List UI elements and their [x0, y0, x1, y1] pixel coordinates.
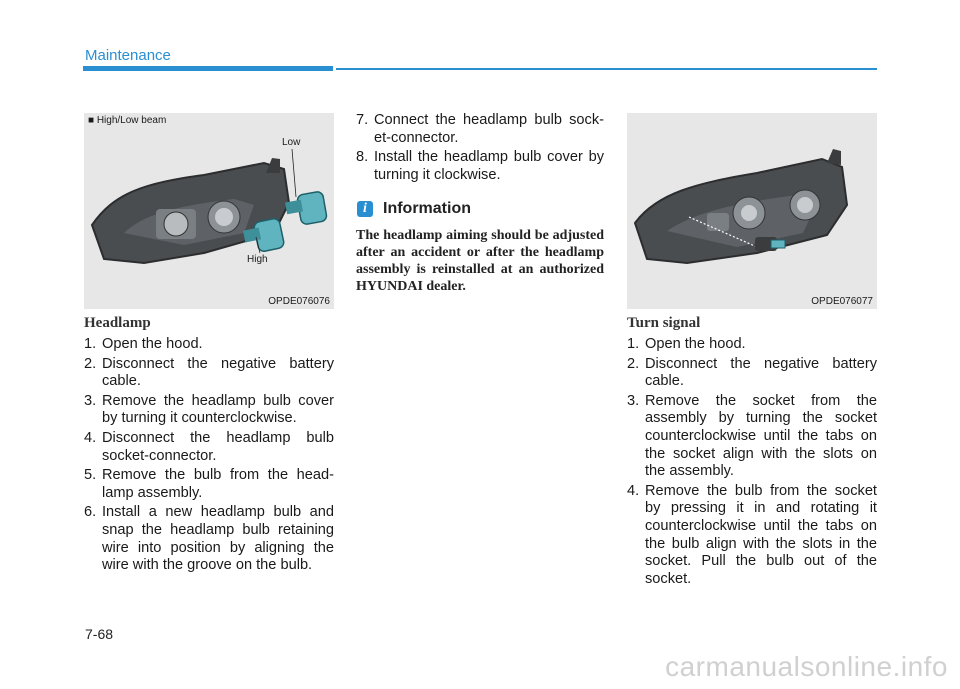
low-beam-bulb [285, 191, 327, 225]
list-item: 8. Install the headlamp bulb cover by turning it clockwise. [356, 149, 604, 183]
list-item: 7. Connect the headlamp bulb sock-et-connector. [356, 112, 604, 146]
information-header [357, 200, 471, 218]
list-item: 6. Install a new headlamp bulb and snap the headlamp bulb retaining wire into position by aligning the wire with the groove on the bulb. [84, 504, 334, 574]
figure-code: OPDE076077 [811, 296, 873, 307]
headlamp-steps-col2 [356, 112, 604, 186]
figure-code: OPDE076076 [268, 296, 330, 307]
list-item: 4. Disconnect the headlamp bulb socket-connector. [84, 429, 334, 464]
header-rule-thick [83, 66, 333, 71]
list-item: 3. Remove the headlamp bulb cover by turning it counterclockwise. [84, 392, 334, 427]
info-icon: i [357, 201, 373, 217]
turn-signal-heading: Turn signal [627, 315, 701, 331]
list-item: 3. Remove the socket from the assembly by turning the socket counterclockwise until the tabs on the socket align with the slots on the assembly. [627, 392, 877, 480]
list-item: 4. Remove the bulb from the socket by pressing it in and rotating it counterclockwise until the tabs on the bulb align with the slots in the socket. Pull the bulb out of the socket. [627, 482, 877, 587]
page-number: 7-68 [85, 626, 114, 642]
turn-signal-illustration [627, 113, 877, 309]
turn-signal-figure [627, 113, 877, 309]
section-title: Maintenance [85, 47, 171, 64]
low-label: Low [282, 137, 301, 148]
list-item: 1. Open the hood. [627, 336, 746, 352]
headlamp-heading: Headlamp [84, 315, 151, 331]
high-label: High [247, 254, 268, 265]
list-item: 2. Disconnect the negative battery cable. [84, 355, 334, 390]
list-item: 1. Open the hood. [84, 336, 203, 352]
list-item: 2. Disconnect the negative battery cable. [627, 355, 877, 390]
headlamp-figure [84, 113, 334, 309]
figure-caption: ■ High/Low beam [88, 115, 167, 126]
headlamp-steps-col1 [84, 336, 334, 577]
information-body: The headlamp aiming should be adjusted after an accident or after the headlamp assembly is reinstalled at an authorized HYUNDAI dealer. [356, 228, 604, 294]
turn-signal-steps [627, 336, 877, 590]
information-title: Information [383, 200, 471, 217]
header-rule-thin [336, 68, 877, 70]
list-item: 5. Remove the bulb from the head-lamp assembly. [84, 467, 334, 501]
watermark: carmanualsonline.info [665, 651, 948, 682]
